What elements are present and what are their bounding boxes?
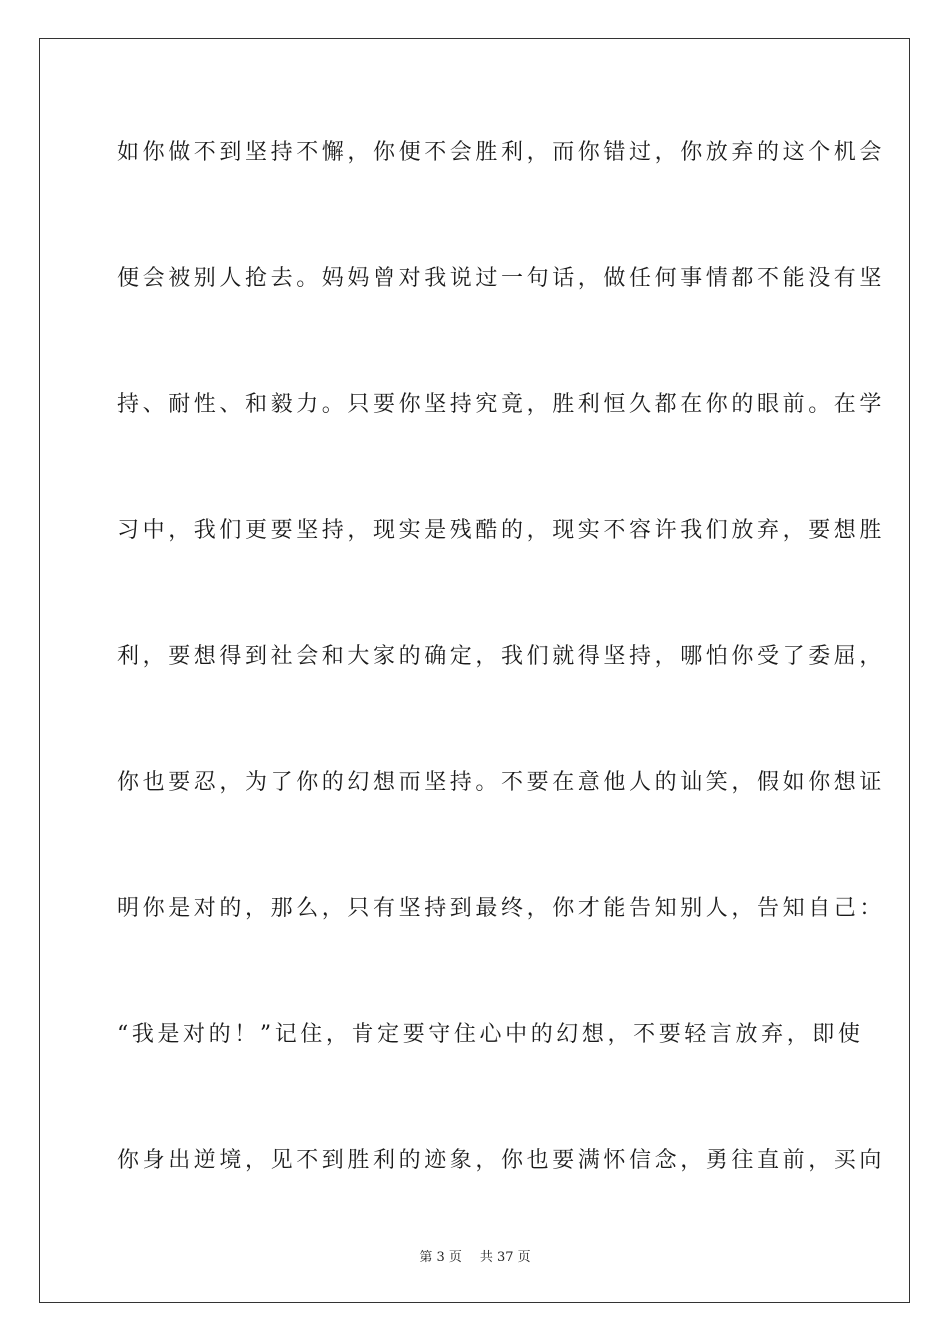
document-body xyxy=(117,128,886,1262)
page-footer xyxy=(0,1246,950,1265)
text-line: 习中，我们更要坚持，现实是残酷的，现实不容许我们放弃，要想胜 xyxy=(117,518,886,543)
text-line: 如你做不到坚持不懈，你便不会胜利，而你错过，你放弃的这个机会 xyxy=(117,140,886,165)
text-line: 利，要想得到社会和大家的确定，我们就得坚持，哪怕你受了委屈， xyxy=(117,644,886,669)
page-number: 第 3 页 xyxy=(419,1250,462,1265)
text-line: 便会被别人抢去。妈妈曾对我说过一句话，做任何事情都不能没有坚 xyxy=(117,266,886,291)
total-pages: 共 37 页 xyxy=(479,1250,531,1265)
text-line: 你身出逆境，见不到胜利的迹象，你也要满怀信念，勇往直前，买向 xyxy=(117,1148,886,1173)
text-line: 明你是对的，那么，只有坚持到最终，你才能告知别人，告知自己： xyxy=(117,896,886,921)
text-line: “我是对的！”记住，肯定要守住心中的幻想，不要轻言放弃，即使 xyxy=(117,1022,864,1047)
text-line: 你也要忍，为了你的幻想而坚持。不要在意他人的讪笑，假如你想证 xyxy=(117,770,886,795)
text-line: 持、耐性、和毅力。只要你坚持究竟，胜利恒久都在你的眼前。在学 xyxy=(117,392,886,417)
